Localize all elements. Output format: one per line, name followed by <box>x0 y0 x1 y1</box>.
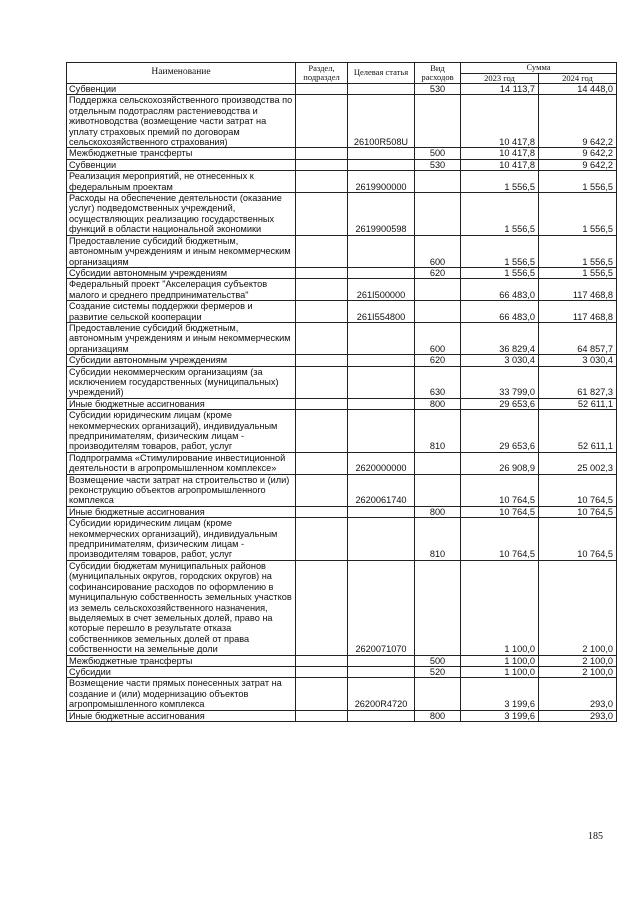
header-name: Наименование <box>67 63 296 84</box>
table-row <box>67 655 617 666</box>
row-sum-2024: 117 468,8 <box>539 279 617 301</box>
row-sum-2023: 10 764,5 <box>461 506 539 517</box>
header-section: Раздел, подраздел <box>296 63 348 84</box>
row-sum-2023: 10 764,5 <box>461 474 539 506</box>
header-target: Целевая статья <box>348 63 415 84</box>
table-row <box>67 398 617 409</box>
row-kind: 800 <box>415 506 461 517</box>
header-year-2023: 2023 год <box>461 73 539 84</box>
row-kind: 800 <box>415 710 461 721</box>
row-section <box>296 84 348 95</box>
row-kind: 810 <box>415 410 461 453</box>
row-kind <box>415 95 461 148</box>
row-section <box>296 678 348 710</box>
row-section <box>296 193 348 236</box>
row-target <box>348 84 415 95</box>
row-sum-2023: 3 199,6 <box>461 710 539 721</box>
row-sum-2024: 10 764,5 <box>539 518 617 561</box>
table-row <box>67 279 617 301</box>
row-section <box>296 366 348 398</box>
row-sum-2023: 3 030,4 <box>461 355 539 366</box>
table-body <box>67 84 617 722</box>
row-sum-2023: 1 556,5 <box>461 235 539 267</box>
row-sum-2024: 14 448,0 <box>539 84 617 95</box>
row-section <box>296 322 348 354</box>
row-sum-2024: 1 556,5 <box>539 193 617 236</box>
row-kind: 620 <box>415 355 461 366</box>
row-target <box>348 506 415 517</box>
table-row <box>67 452 617 474</box>
row-sum-2024: 9 642,2 <box>539 148 617 159</box>
row-name: Межбюджетные трансферты <box>67 655 296 666</box>
row-name: Субвенции <box>67 159 296 170</box>
table-row <box>67 301 617 323</box>
row-sum-2023: 10 417,8 <box>461 148 539 159</box>
row-name: Федеральный проект "Акселерация субъектов малого и среднего предпринимательства" <box>67 279 296 301</box>
table-row <box>67 148 617 159</box>
row-sum-2024: 61 827,3 <box>539 366 617 398</box>
table-row <box>67 171 617 193</box>
row-target <box>348 710 415 721</box>
row-name: Подпрограмма «Стимулирование инвестиционной деятельности в агропромышленном комплексе» <box>67 452 296 474</box>
row-name: Межбюджетные трансферты <box>67 148 296 159</box>
table-row <box>67 159 617 170</box>
row-section <box>296 398 348 409</box>
row-target <box>348 159 415 170</box>
row-sum-2024: 2 100,0 <box>539 560 617 655</box>
table-row <box>67 193 617 236</box>
row-section <box>296 267 348 278</box>
row-section <box>296 95 348 148</box>
row-target <box>348 666 415 677</box>
row-sum-2023: 3 199,6 <box>461 678 539 710</box>
row-sum-2023: 29 653,6 <box>461 398 539 409</box>
row-section <box>296 148 348 159</box>
row-name: Субсидии юридическим лицам (кроме некоммерческих организаций), индивидуальным предпринимателям, физическим лицам - производителям товаров, работ, услуг <box>67 518 296 561</box>
row-section <box>296 410 348 453</box>
table-row <box>67 410 617 453</box>
row-sum-2024: 2 100,0 <box>539 655 617 666</box>
row-sum-2023: 10 417,8 <box>461 95 539 148</box>
row-sum-2023: 33 799,0 <box>461 366 539 398</box>
row-kind: 530 <box>415 159 461 170</box>
row-sum-2023: 26 908,9 <box>461 452 539 474</box>
table-header <box>67 63 617 84</box>
row-sum-2024: 2 100,0 <box>539 666 617 677</box>
page-number: 185 <box>588 831 603 842</box>
row-target: 2619900000 <box>348 171 415 193</box>
row-sum-2024: 25 002,3 <box>539 452 617 474</box>
row-sum-2023: 14 113,7 <box>461 84 539 95</box>
row-sum-2024: 10 764,5 <box>539 474 617 506</box>
row-kind: 500 <box>415 655 461 666</box>
row-sum-2024: 1 556,5 <box>539 171 617 193</box>
row-kind <box>415 193 461 236</box>
row-target: 2620071070 <box>348 560 415 655</box>
row-kind: 630 <box>415 366 461 398</box>
row-kind <box>415 678 461 710</box>
row-name: Субвенции <box>67 84 296 95</box>
table-row <box>67 518 617 561</box>
row-name: Субсидии юридическим лицам (кроме некоммерческих организаций), индивидуальным предпринимателям, физическим лицам - производителям товаров, работ, услуг <box>67 410 296 453</box>
row-target <box>348 655 415 666</box>
row-section <box>296 666 348 677</box>
row-target <box>348 398 415 409</box>
row-kind <box>415 452 461 474</box>
row-name: Поддержка сельскохозяйственного производства по отдельным подотраслям растениеводства и животноводства (возмещение части затрат на уплату страховых премий по договорам сельскохозяйственного страхования) <box>67 95 296 148</box>
row-target <box>348 518 415 561</box>
row-target <box>348 235 415 267</box>
row-sum-2024: 10 764,5 <box>539 506 617 517</box>
row-kind: 530 <box>415 84 461 95</box>
row-kind: 500 <box>415 148 461 159</box>
table-row <box>67 506 617 517</box>
row-section <box>296 301 348 323</box>
row-name: Субсидии автономным учреждениям <box>67 267 296 278</box>
row-target: 2619900598 <box>348 193 415 236</box>
row-kind: 810 <box>415 518 461 561</box>
row-kind <box>415 560 461 655</box>
row-name: Иные бюджетные ассигнования <box>67 710 296 721</box>
row-name: Субсидии автономным учреждениям <box>67 355 296 366</box>
table-row <box>67 235 617 267</box>
row-sum-2024: 9 642,2 <box>539 95 617 148</box>
row-target <box>348 267 415 278</box>
row-target: 26200R4720 <box>348 678 415 710</box>
header-kind: Вид расходов <box>415 63 461 84</box>
row-kind <box>415 171 461 193</box>
row-sum-2023: 10 417,8 <box>461 159 539 170</box>
row-target <box>348 366 415 398</box>
row-sum-2023: 29 653,6 <box>461 410 539 453</box>
row-section <box>296 279 348 301</box>
row-sum-2023: 1 556,5 <box>461 171 539 193</box>
row-target <box>348 410 415 453</box>
row-target: 26100R508U <box>348 95 415 148</box>
row-sum-2023: 10 764,5 <box>461 518 539 561</box>
row-sum-2024: 52 611,1 <box>539 410 617 453</box>
row-sum-2024: 1 556,5 <box>539 267 617 278</box>
table-row <box>67 84 617 95</box>
row-sum-2023: 1 556,5 <box>461 193 539 236</box>
budget-table <box>66 62 617 722</box>
row-sum-2023: 36 829,4 <box>461 322 539 354</box>
row-section <box>296 171 348 193</box>
row-kind: 620 <box>415 267 461 278</box>
table-row <box>67 710 617 721</box>
row-name: Возмещение части прямых понесенных затрат на создание и (или) модернизацию объектов агропромышленного комплекса <box>67 678 296 710</box>
row-target: 261I554800 <box>348 301 415 323</box>
row-sum-2024: 293,0 <box>539 710 617 721</box>
row-sum-2024: 117 468,8 <box>539 301 617 323</box>
row-sum-2023: 66 483,0 <box>461 279 539 301</box>
row-kind <box>415 279 461 301</box>
row-sum-2023: 66 483,0 <box>461 301 539 323</box>
row-section <box>296 710 348 721</box>
table-row <box>67 95 617 148</box>
header-year-2024: 2024 год <box>539 73 617 84</box>
row-kind: 600 <box>415 322 461 354</box>
row-kind: 600 <box>415 235 461 267</box>
row-kind <box>415 301 461 323</box>
table-row <box>67 474 617 506</box>
row-section <box>296 560 348 655</box>
row-kind: 520 <box>415 666 461 677</box>
table-row <box>67 366 617 398</box>
row-kind: 800 <box>415 398 461 409</box>
row-target <box>348 322 415 354</box>
row-target: 2620000000 <box>348 452 415 474</box>
table-row <box>67 322 617 354</box>
row-target: 261I500000 <box>348 279 415 301</box>
row-section <box>296 506 348 517</box>
row-section <box>296 655 348 666</box>
row-name: Расходы на обеспечение деятельности (оказание услуг) подведомственных учреждений, осуществляющих реализацию государственных функций в области национальной экономики <box>67 193 296 236</box>
row-sum-2024: 9 642,2 <box>539 159 617 170</box>
table-row <box>67 666 617 677</box>
table-row <box>67 678 617 710</box>
row-sum-2024: 64 857,7 <box>539 322 617 354</box>
row-sum-2024: 293,0 <box>539 678 617 710</box>
row-section <box>296 235 348 267</box>
row-section <box>296 518 348 561</box>
row-sum-2024: 3 030,4 <box>539 355 617 366</box>
row-kind <box>415 474 461 506</box>
row-target: 2620061740 <box>348 474 415 506</box>
row-target <box>348 148 415 159</box>
row-name: Предоставление субсидий бюджетным, автономным учреждениям и иным некоммерческим организациям <box>67 322 296 354</box>
row-section <box>296 474 348 506</box>
row-sum-2023: 1 100,0 <box>461 666 539 677</box>
row-name: Реализация мероприятий, не отнесенных к федеральным проектам <box>67 171 296 193</box>
table-row <box>67 560 617 655</box>
row-sum-2023: 1 100,0 <box>461 560 539 655</box>
row-name: Субсидии некоммерческим организациям (за исключением государственных (муниципальных) учреждений) <box>67 366 296 398</box>
row-name: Возмещение части затрат на строительство и (или) реконструкцию объектов агропромышленного комплекса <box>67 474 296 506</box>
row-sum-2023: 1 556,5 <box>461 267 539 278</box>
row-section <box>296 159 348 170</box>
table-row <box>67 355 617 366</box>
row-sum-2024: 1 556,5 <box>539 235 617 267</box>
table-row <box>67 267 617 278</box>
row-section <box>296 355 348 366</box>
row-name: Создание системы поддержки фермеров и развитие сельской кооперации <box>67 301 296 323</box>
row-sum-2024: 52 611,1 <box>539 398 617 409</box>
row-sum-2023: 1 100,0 <box>461 655 539 666</box>
row-name: Субсидии <box>67 666 296 677</box>
row-section <box>296 452 348 474</box>
header-sum: Сумма <box>461 63 617 74</box>
row-target <box>348 355 415 366</box>
row-name: Иные бюджетные ассигнования <box>67 506 296 517</box>
row-name: Иные бюджетные ассигнования <box>67 398 296 409</box>
row-name: Субсидии бюджетам муниципальных районов (муниципальных округов, городских округов) на софинансирование расходов по оформлению в муниципальную собственность земельных участков из земель сельскохозяйственного назначения, выделяемых в счет земельных долей, право на которые перешло в результате отказа собственников земельных долей от права собственности на земельные доли <box>67 560 296 655</box>
row-name: Предоставление субсидий бюджетным, автономным учреждениям и иным некоммерческим организациям <box>67 235 296 267</box>
